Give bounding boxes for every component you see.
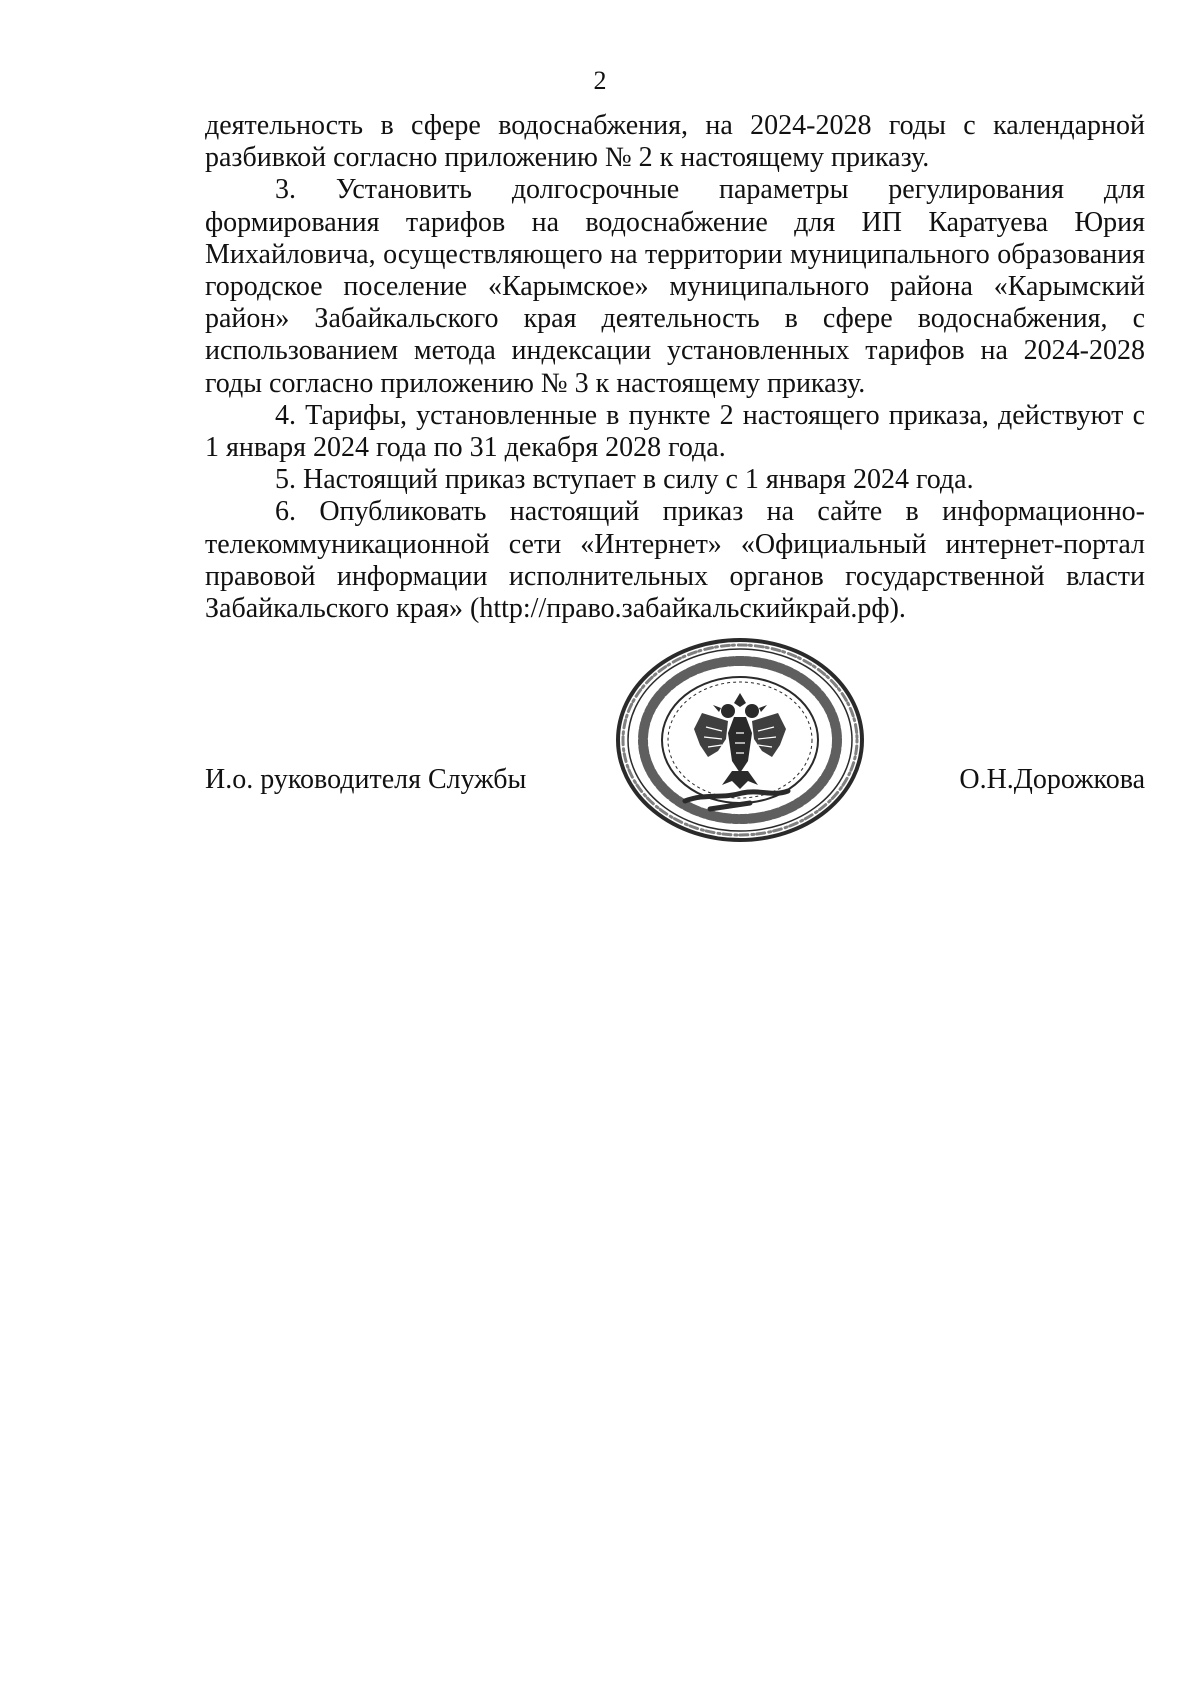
document-body xyxy=(205,110,1145,625)
paragraph-continuation: деятельность в сфере водоснабжения, на 2024-2028 годы с календарной разбивкой согласно приложению № 2 к настоящему приказу. xyxy=(205,110,1145,174)
paragraph-item-5: 5. Настоящий приказ вступает в силу с 1 января 2024 года. xyxy=(275,464,974,496)
signatory-name: О.Н.Дорожкова xyxy=(959,764,1145,795)
official-seal-stamp xyxy=(610,633,870,847)
paragraph-item-3: 3. Установить долгосрочные параметры регулирования для формирования тарифов на водоснабжение для ИП Каратуева Юрия Михайловича, осуществляющего на территории муниципального образования городское поселение «Карымское» муниципального района «Карымский район» Забайкальского края деятельность в сфере водоснабжения, с использованием метода индексации установленных тарифов на 2024-2028 годы согласно приложению № 3 к настоящему приказу. xyxy=(205,174,1145,399)
page-number: 2 xyxy=(593,66,607,95)
paragraph-item-4: 4. Тарифы, установленные в пункте 2 настоящего приказа, действуют с 1 января 2024 года по 31 декабря 2028 года. xyxy=(205,399,1145,464)
signatory-title: И.о. руководителя Службы xyxy=(205,764,527,795)
signature-block xyxy=(205,764,1145,804)
paragraph-item-6: 6. Опубликовать настоящий приказ на сайте в информационно-телекоммуникационной сети «Интернет» «Официальный интернет-портал правовой информации исполнительных органов государственной власти Забайкальского края» (http://право.забайкальскийкрай.рф). xyxy=(205,496,1145,625)
